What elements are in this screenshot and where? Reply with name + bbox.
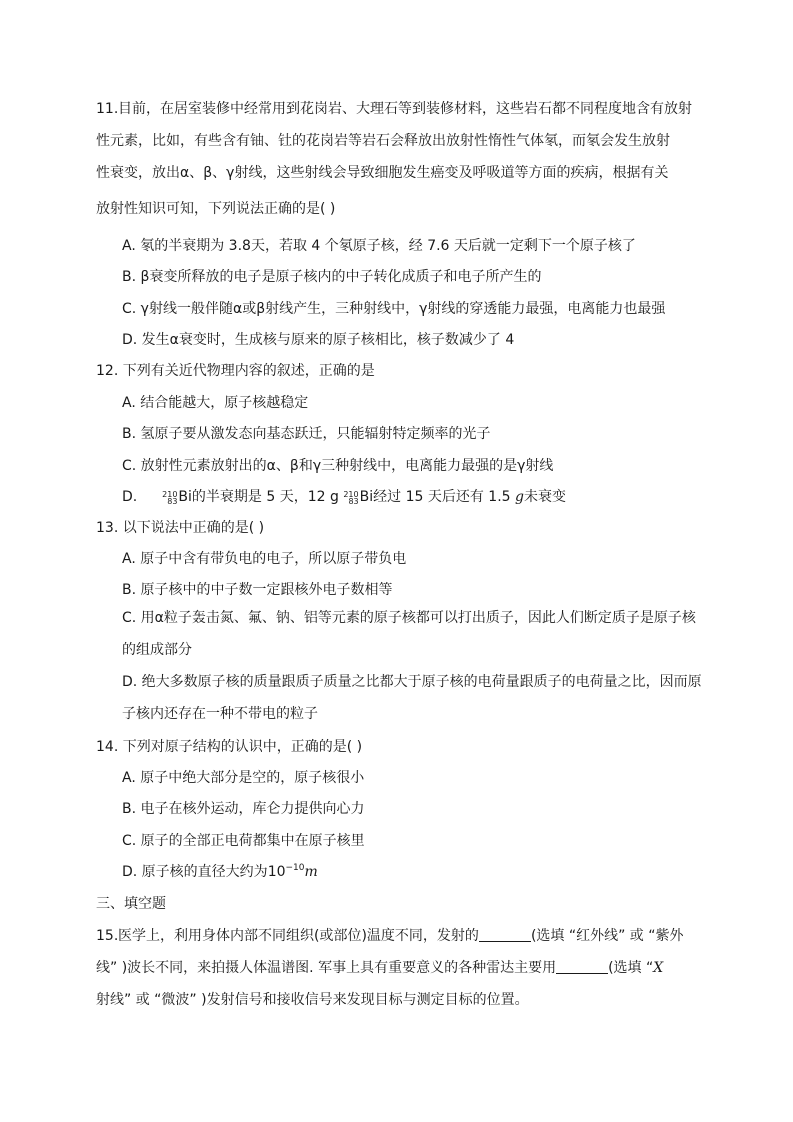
q12-option-c[interactable]: C. 放射性元素放射出的α、β和γ三种射线中，电离能力最强的是γ射线 bbox=[122, 458, 554, 474]
q14-option-c[interactable]: C. 原子的全部正电荷都集中在原子核里 bbox=[122, 833, 365, 849]
q11-option-d[interactable]: D. 发生α衰变时，生成核与原来的原子核相比，核子数减少了 4 bbox=[122, 332, 515, 348]
answer-blank-2[interactable] bbox=[556, 959, 608, 974]
q13-option-a[interactable]: A. 原子中含有带负电的电子，所以原子带负电 bbox=[122, 551, 407, 567]
q14-option-d[interactable]: D. 原子核的直径大约为$10^{-10}m$ bbox=[122, 863, 318, 880]
q14-option-b[interactable]: B. 电子在核外运动，库仑力提供向心力 bbox=[122, 801, 365, 817]
q13-option-b[interactable]: B. 原子核中的中子数一定跟核外电子数相等 bbox=[122, 582, 393, 598]
question-11-line-1: 目前，在居室装修中经常用到花岗岩、大理石等到装修材料，这些岩石都不同程度地含有放射 bbox=[118, 101, 692, 117]
isotope-numbers-2: 210 83 bbox=[343, 490, 359, 506]
question-number: 11. bbox=[96, 101, 119, 117]
isotope-numbers: 210 83 bbox=[162, 490, 178, 506]
question-14: 14. 下列对原子结构的认识中，正确的是( ) bbox=[96, 739, 363, 755]
element-symbol-2: Bi bbox=[359, 489, 374, 505]
question-11-line-3: 性衰变，放出α、β、γ射线，这些射线会导致细胞发生癌变及呼吸道等方面的疾病，根据有关 bbox=[96, 165, 669, 181]
option-label: D. bbox=[122, 489, 138, 505]
q12-option-d[interactable]: D. 210 83 Bi的半衰期是 5 天，12 g 210 83 Bi经过 15 天后还有 1.5 g未衰变 bbox=[122, 489, 566, 506]
section-heading: 三、填空题 bbox=[96, 896, 166, 912]
q12-option-b[interactable]: B. 氢原子要从激发态向基态跃迁，只能辐射特定频率的光子 bbox=[122, 426, 491, 442]
question-12: 12. 下列有关近代物理内容的叙述，正确的是 bbox=[96, 363, 375, 379]
q11-option-a[interactable]: A. 氡的半衰期为 3.8天，若取 4 个氡原子核，经 7.6 天后就一定剩下一个原子核了 bbox=[122, 238, 636, 254]
power-exponent: −10 bbox=[285, 863, 305, 873]
question-11-line-2: 性元素，比如，有些含有铀、钍的花岗岩等岩石会释放出放射性惰性气体氡，而氡会发生放射 bbox=[96, 133, 670, 149]
q13-option-d[interactable]: D. 绝大多数原子核的质量跟质子质量之比都大于原子核的电荷量跟质子的电荷量之比，因而原子核内还存在一种不带电的粒子 bbox=[122, 674, 702, 722]
element-symbol: Bi bbox=[178, 489, 192, 505]
question-11-line-4: 放射性知识可知，下列说法正确的是( ) bbox=[96, 201, 336, 217]
answer-blank-1[interactable] bbox=[479, 927, 531, 942]
q14-option-a[interactable]: A. 原子中绝大部分是空的，原子核很小 bbox=[122, 770, 365, 786]
question-15: 15.医学上，利用身体内部不同组织(或部位)温度不同，发射的 (选填 “红外线” 或 “紫外线” )波长不同，来拍摄人体温谱图. 军事上具有重要意义的各种雷达主要用 (选填 “X 射线” 或 “微波” )发射信号和接收信号来发现目标与测定目标的位置。 bbox=[96, 928, 684, 1008]
q11-option-b[interactable]: B. β衰变所释放的电子是原子核内的中子转化成质子和电子所产生的 bbox=[122, 269, 542, 285]
question-13: 13. 以下说法中正确的是( ) bbox=[96, 520, 265, 536]
power-base: 10 bbox=[267, 864, 286, 880]
q11-option-c[interactable]: C. γ射线一般伴随α或β射线产生，三种射线中，γ射线的穿透能力最强，电离能力也最强 bbox=[122, 301, 666, 317]
q12-option-a[interactable]: A. 结合能越大，原子核越稳定 bbox=[122, 395, 309, 411]
question-11 bbox=[96, 93, 700, 229]
q13-option-c[interactable]: C. 用α粒子轰击氮、氟、钠、铝等元素的原子核都可以打出质子，因此人们断定质子是原子核的组成部分 bbox=[122, 610, 696, 658]
